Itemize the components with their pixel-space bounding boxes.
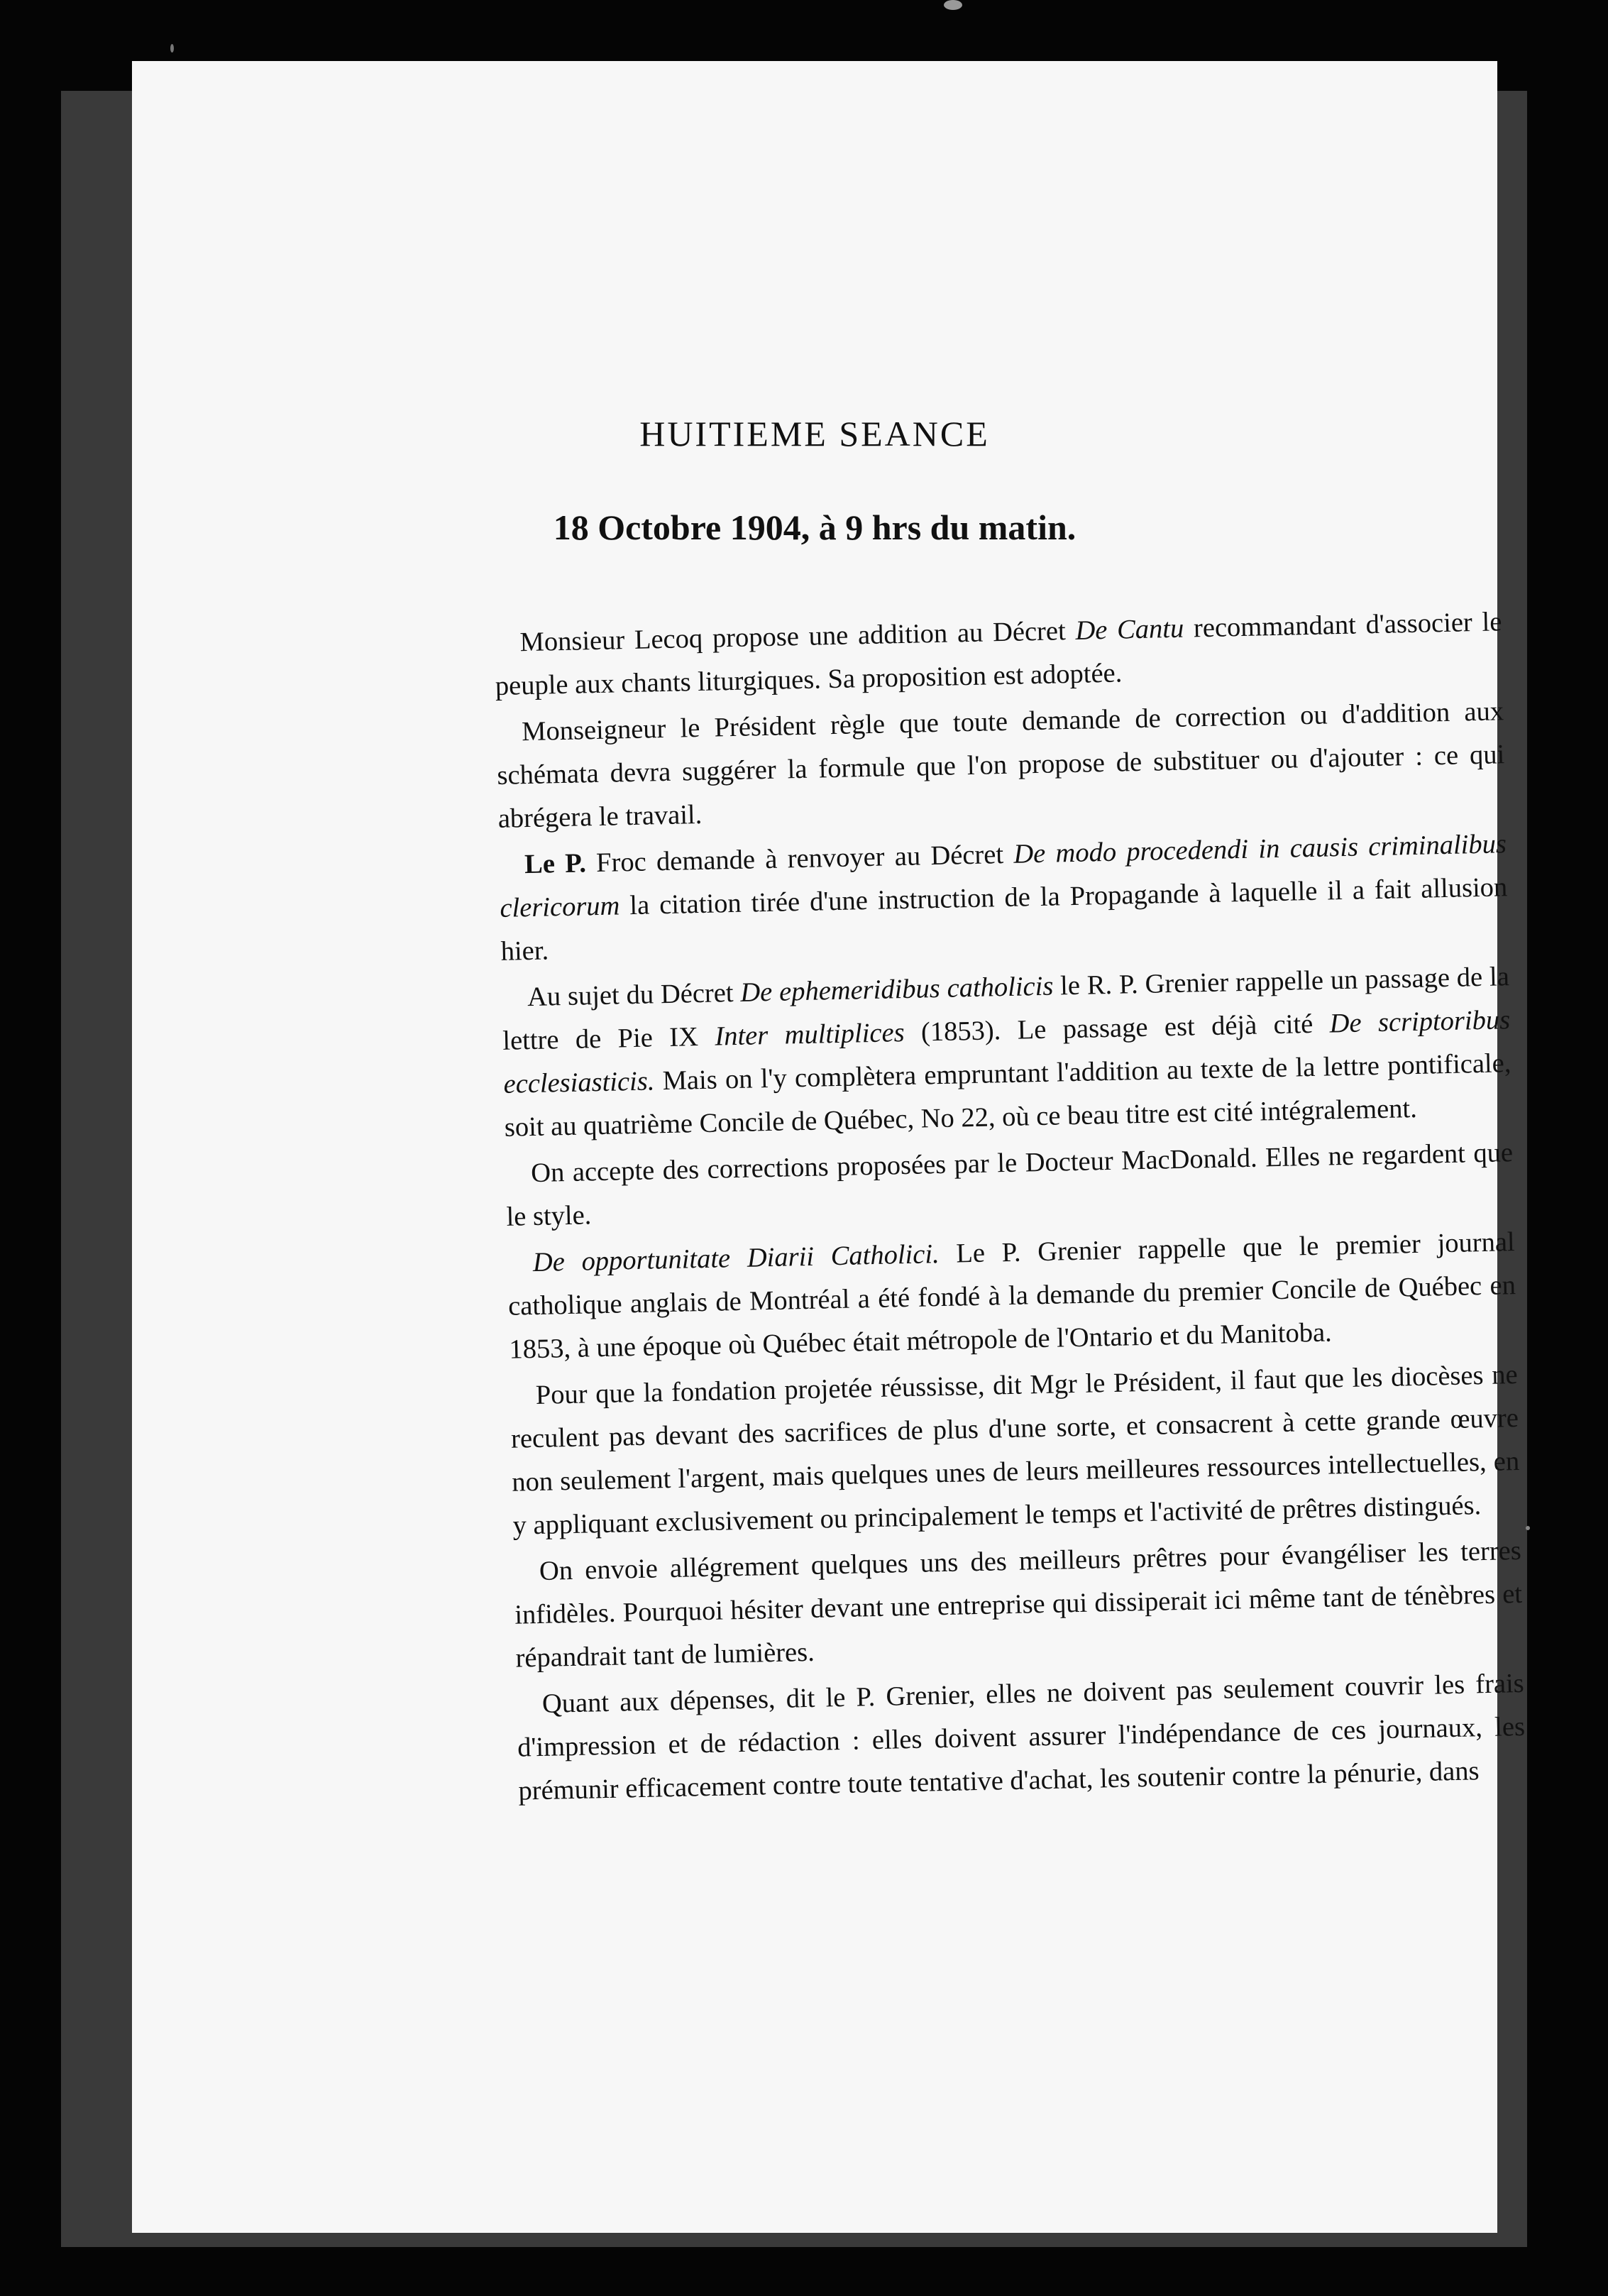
paragraph <box>507 1221 1517 1372</box>
text-run: Le P. Grenier rappelle que le premier journal catholique anglais de Montréal a été fondé à la demande du premier Concile de Québec en 1853, à une époque où Québec était métropole de l'Ontario et du Manitoba. <box>507 1227 1516 1365</box>
paragraph <box>496 690 1507 841</box>
text-run: Monsieur Lecoq propose une addition au Décret <box>519 615 1076 658</box>
paragraph <box>505 1131 1514 1239</box>
scan-speck <box>1526 1526 1530 1530</box>
italic-text: Inter multiplices <box>714 1018 905 1052</box>
document-page <box>132 61 1526 2233</box>
text-run: le R. P. Grenier rappelle un passage de la lettre de Pie IX <box>502 962 1510 1056</box>
paragraph <box>501 955 1512 1150</box>
paragraph <box>494 600 1503 708</box>
text-run: On envoie allégrement quelques uns des meilleurs prêtres pour évangéliser les terres infidèles. Pourquoi hésiter devant une entreprise qui dissiperait ici même tant de ténèbres et répandrait tant de lumières. <box>514 1535 1523 1674</box>
text-run: Mais on l'y complètera empruntant l'addition au texte de la lettre pontificale, soit au quatrième Concile de Québec, No 22, où ce beau titre est cité intégralement. <box>504 1048 1511 1143</box>
text-run: Monseigneur le Président règle que toute demande de correction ou d'addition aux schémata devra suggérer la formule que l'on propose de substituer ou d'ajouter : ce qui abrégera le travail. <box>497 696 1505 834</box>
text-run: la citation tirée d'une instruction de la Propagande à laquelle il a fait allusion hier. <box>500 872 1508 967</box>
text-run: Froc demande à renvoyer au Décret <box>585 839 1014 879</box>
italic-text: De opportunitate Diarii Catholici. <box>532 1239 940 1278</box>
italic-text: De scriptoribus ecclesiasticis. <box>503 1005 1511 1099</box>
document-body <box>494 600 1526 1816</box>
text-run: recommandant d'associer le peuple aux chants liturgiques. Sa proposition est adoptée. <box>495 607 1502 701</box>
text-run: Quant aux dépenses, dit le P. Grenier, elles ne doivent pas seulement couvrir les frais d'impression et de rédaction : elles doivent assurer l'indépendance de ces journaux, les prémunir efficacement contre toute tentative d'achat, les soutenir contre la pénurie, dans <box>517 1668 1526 1806</box>
paragraph <box>510 1353 1521 1548</box>
italic-text: De Cantu <box>1075 613 1184 646</box>
session-date: 18 Octobre 1904, à 9 hrs du matin. <box>553 507 1076 547</box>
scan-speck <box>944 0 962 10</box>
text-run: Pour que la fondation projetée réussisse, dit Mgr le Président, il faut que les diocèses ne reculent pas devant des sacrifices de plus d'une sorte, et consacrent à cette grande œuvre non seulement l'argent, mais quelques unes de leurs meilleures ressources intellectuelles, en y appliquant exclusivement ou principalement le temps et l'activité de prêtres distingués. <box>510 1360 1520 1541</box>
italic-text: De modo procedendi in causis criminalibus clericorum <box>500 829 1507 923</box>
bold-text: Le P. <box>524 848 587 880</box>
paragraph <box>499 823 1509 974</box>
text-run: Au sujet du Décret <box>527 977 741 1013</box>
italic-text: De ephemeridibus catholicis <box>739 971 1054 1008</box>
page-title: HUITIEME SEANCE <box>639 414 990 454</box>
paragraph <box>513 1529 1524 1681</box>
paragraph <box>516 1662 1526 1813</box>
text-run: On accepte des corrections proposées par le Docteur MacDonald. Elles ne regardent que le style. <box>506 1138 1514 1232</box>
scan-speck <box>170 44 174 53</box>
text-run: (1853). Le passage est déjà cité <box>904 1009 1331 1048</box>
